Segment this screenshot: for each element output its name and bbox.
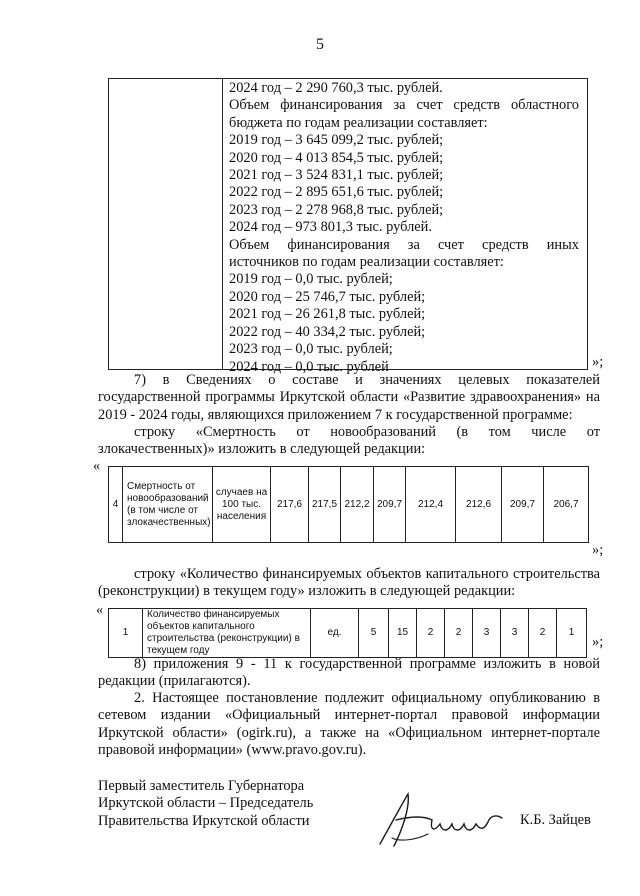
financing-line: 2023 год – 0,0 тыс. рублей; [229,341,393,358]
financing-line: 2022 год – 2 895 651,6 тыс. рублей; [229,184,444,201]
unit-cell: ед. [311,609,359,658]
value-cell: 2 [529,609,557,658]
financing-line: 2024 год – 973 801,3 тыс. рублей. [229,219,432,236]
value-cell: 15 [389,609,417,658]
financing-line: 2022 год – 40 334,2 тыс. рублей; [229,323,426,340]
indicator-row-construction [108,608,587,658]
value-cell: 217,5 [309,467,341,543]
paragraph-7 [98,372,600,424]
value-cell: 217,6 [271,467,309,543]
paragraph-line: редакции (прилагаются). [98,673,251,690]
financing-line: Объем финансирования за счет средств областного [229,97,579,114]
signer-title-line: Правительства Иркутской области [98,812,310,829]
financing-line: 2023 год – 2 278 968,8 тыс. рублей; [229,201,444,218]
paragraph-line: строку «Количество финансируемых объектов капитального строительства [134,566,600,582]
closing-quote: »; [592,542,604,558]
indicator-row-mortality [108,466,589,543]
value-cell: 3 [473,609,501,658]
financing-line: 2020 год – 4 013 854,5 тыс. рублей; [229,149,444,166]
paragraph-line: сетевом издании «Официальный интернет-портал правовой информации [98,707,600,724]
indicator-name: Количество финансируемых объектов капитального строительства (реконструкции) в текущем году [143,609,311,658]
value-cell: 1 [557,609,587,658]
value-cell: 212,4 [406,467,456,543]
signer-title-line: Первый заместитель Губернатора [98,778,305,794]
value-cell: 212,2 [341,467,374,543]
value-cell: 2 [417,609,445,658]
financing-line: 2024 год – 2 290 760,3 тыс. рублей. [229,80,443,96]
indicator-name: Смертность от новообразований (в том числе от злокачественных) [123,467,213,543]
value-cell: 5 [359,609,389,658]
paragraph-line: 2019 - 2024 годы, являющихся приложением 7 к государственной программе: [98,406,573,423]
paragraph-line: государственной программы Иркутской области «Развитие здравоохранения» на [98,389,600,406]
row-number: 4 [109,467,123,543]
value-cell: 212,6 [456,467,502,543]
paragraph-line: Иркутской области» (ogirk.ru), а также на «Официальном интернет-портале [98,724,600,741]
row-number: 1 [109,609,143,658]
financing-line: источников по годам реализации составляет: [229,254,504,271]
table-column-divider [222,79,223,369]
financing-line: Объем финансирования за счет средств иных [229,236,579,253]
financing-text [229,80,579,376]
closing-quote: »; [592,354,604,370]
financing-line: 2024 год – 0,0 тыс. рублей [229,358,389,375]
paragraph-line: 2. Настоящее постановление подлежит официальному опубликованию в [134,690,600,706]
financing-line: 2019 год – 3 645 099,2 тыс. рублей; [229,132,444,149]
unit-cell: случаев на 100 тыс. населения [213,467,271,543]
paragraph-line: (реконструкции) в текущем году» изложить в следующей редакции: [98,583,516,600]
financing-line: 2019 год – 0,0 тыс. рублей; [229,271,393,288]
value-cell: 3 [501,609,529,658]
paragraph-2 [98,690,600,760]
value-cell: 209,7 [502,467,544,543]
signer-title-line: Иркутской области – Председатель [98,795,314,812]
opening-quote: « [96,602,104,618]
closing-quote: »; [592,634,604,650]
handwritten-signature [372,786,512,856]
row1-intro [98,424,600,459]
paragraph-line: 8) приложения 9 - 11 к государственной программе изложить в новой [134,656,600,672]
value-cell: 206,7 [544,467,589,543]
financing-line: 2021 год – 26 261,8 тыс. рублей; [229,306,426,323]
paragraph-line: правовой информации» (www.pravo.gov.ru). [98,742,367,759]
value-cell: 2 [445,609,473,658]
paragraph-line: 7) в Сведениях о составе и значениях целевых показателей [134,372,600,388]
financing-line: 2021 год – 3 524 831,1 тыс. рублей; [229,167,444,184]
paragraph-line: строку «Смертность от новообразований (в том числе от [134,424,600,440]
page-number: 5 [316,36,324,53]
paragraph-line: злокачественных)» изложить в следующей редакции: [98,441,426,458]
signer-title [98,778,358,830]
financing-table [108,78,588,375]
row2-intro [98,566,600,601]
signer-name: К.Б. Зайцев [520,812,591,828]
paragraph-8 [98,656,600,691]
financing-line: бюджета по годам реализации составляет: [229,114,488,131]
financing-line: 2020 год – 25 746,7 тыс. рублей; [229,288,426,305]
opening-quote: « [93,458,101,474]
value-cell: 209,7 [374,467,406,543]
